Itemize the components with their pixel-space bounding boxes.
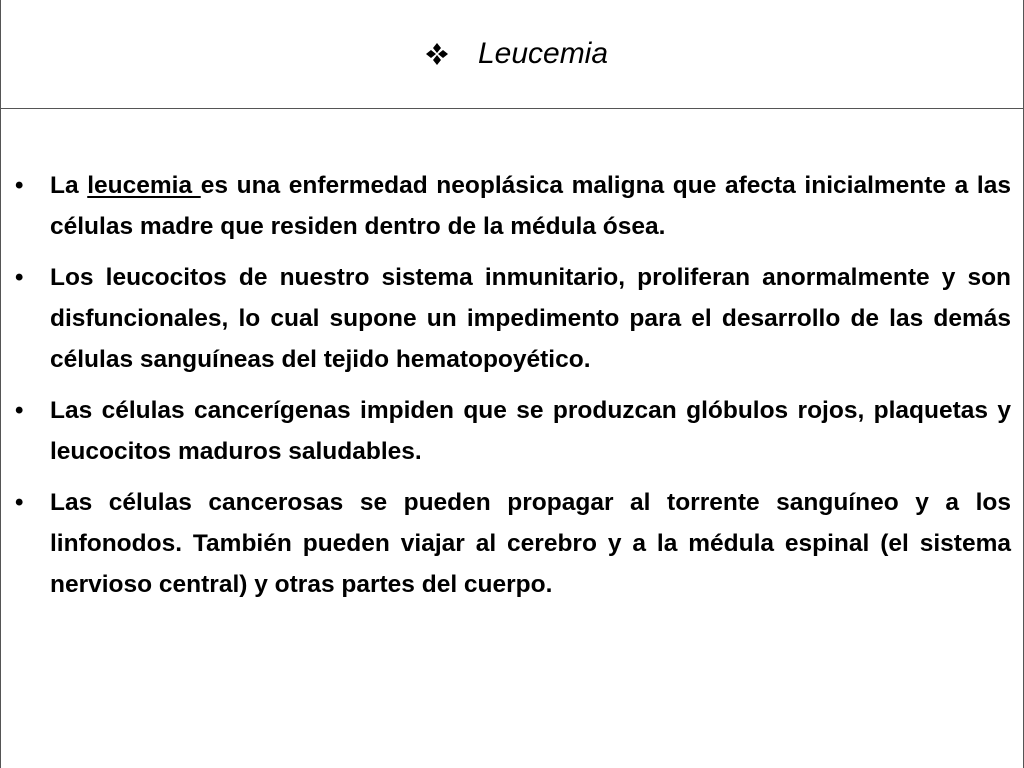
bullet-dot: • xyxy=(15,489,24,516)
bullet-item-4 xyxy=(15,482,1011,605)
bullet-2-text: Los leucocitos de nuestro sistema inmunitario, proliferan anormalmente y son disfuncionales, lo cual supone un impedimento para el desarrollo de las demás células sanguíneas del tejido hematopoyético. xyxy=(50,264,1011,373)
bullet-3-text: Las células cancerígenas impiden que se produzcan glóbulos rojos, plaquetas y leucocitos maduros saludables. xyxy=(50,397,1011,465)
bullet-item-1 xyxy=(15,165,1011,247)
bullet-dot: • xyxy=(15,397,24,424)
four-diamond-bullet-icon xyxy=(426,43,448,65)
leucemia-link[interactable]: leucemia xyxy=(87,172,201,199)
slide-title: Leucemia xyxy=(477,37,609,70)
bullet-dot: • xyxy=(15,172,24,199)
slide-content xyxy=(1,165,1023,615)
bullet-item-3 xyxy=(15,390,1011,472)
bullet-item-2 xyxy=(15,257,1011,380)
bullet-1-pre: La xyxy=(50,172,88,199)
title-row xyxy=(426,37,608,71)
bullet-1-post: es una enfermedad neoplásica maligna que afecta inicialmente a las células madre que residen dentro de la médula ósea. xyxy=(50,172,1011,240)
bullet-4-text: Las células cancerosas se pueden propagar al torrente sanguíneo y a los linfonodos. También pueden viajar al cerebro y a la médula espinal (el sistema nervioso central) y otras partes del cuerpo. xyxy=(50,489,1011,598)
bullet-dot: • xyxy=(15,264,24,291)
title-box xyxy=(1,0,1023,109)
bullet-list xyxy=(15,165,1011,605)
